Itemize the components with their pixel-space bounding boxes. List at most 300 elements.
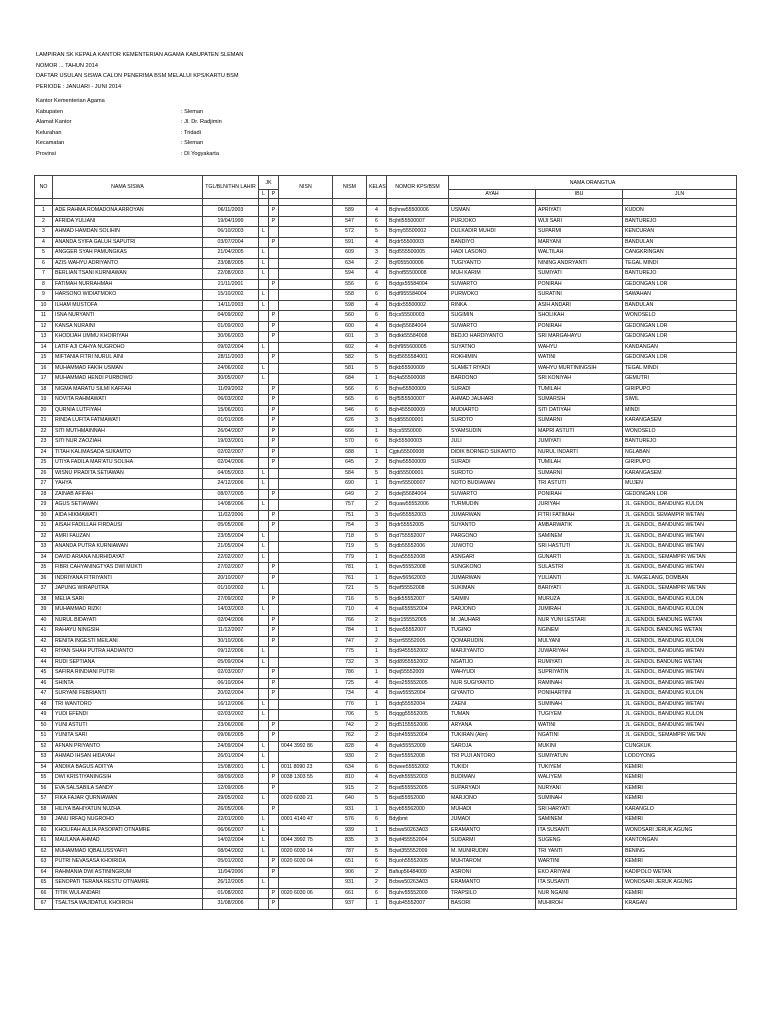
table-cell: ASRONI [449, 867, 536, 878]
table-cell: PONIHARTINI [536, 689, 623, 700]
student-table [34, 175, 737, 910]
table-cell: 931 [333, 878, 367, 889]
table-row [35, 269, 737, 280]
table-cell: 63 [35, 857, 53, 868]
table-cell: MUHAMMAD HENDI PURBOWO [53, 374, 203, 385]
table-cell: Bcjdej55684004 [387, 489, 449, 500]
table-cell [269, 741, 279, 752]
table-cell: 7 [35, 269, 53, 280]
table-cell: LATIF AJI CAHYA NUGROHO [53, 342, 203, 353]
table-cell: JL. GENDOL, BANDUNG KULON [623, 500, 737, 511]
table-cell: L [259, 300, 269, 311]
table-cell: P [269, 458, 279, 469]
table-cell: 19 [35, 395, 53, 406]
table-cell: NUR YUNI LESTARI [536, 615, 623, 626]
table-row [35, 500, 737, 511]
table-cell: L [259, 227, 269, 238]
table-cell: LODOYONG [623, 752, 737, 763]
table-cell: 576 [333, 815, 367, 826]
table-cell: 21/11/2001 [203, 279, 259, 290]
table-cell: 08/07/2005 [203, 489, 259, 500]
table-row [35, 699, 737, 710]
table-cell: JL. GENDOL SEMAMPIR WETAN [623, 510, 737, 521]
table-cell: Bcjdr55500003 [387, 237, 449, 248]
table-cell: JL. GENDOL, BANDUNG WETAN [623, 647, 737, 658]
table-cell: P [269, 206, 279, 217]
table-cell: 1 [367, 447, 387, 458]
table-row [35, 468, 737, 479]
table-cell: JL. GENDOL, SEMAMPIR WETAN [623, 584, 737, 595]
table-cell: Bafiup56484009 [387, 867, 449, 878]
table-cell: ASIH ANDARI [536, 300, 623, 311]
table-row [35, 227, 737, 238]
table-cell: P [269, 384, 279, 395]
table-cell: PARGONO [449, 531, 536, 542]
table-cell [279, 720, 333, 731]
table-cell [279, 731, 333, 742]
table-cell: Bcjsr155552005 [387, 615, 449, 626]
table-cell: JL. GENDOL, SEMAMPIR WETAN [623, 731, 737, 742]
table-cell: L [259, 846, 269, 857]
table-cell [279, 678, 333, 689]
table-cell: HILIYA BAHIYATUN NUZHA [53, 804, 203, 815]
table-cell: 20 [35, 405, 53, 416]
table-cell: 11 [35, 311, 53, 322]
table-cell [279, 363, 333, 374]
table-cell [269, 227, 279, 238]
office-info [36, 96, 222, 160]
table-cell: 32 [35, 531, 53, 542]
table-cell: L [259, 290, 269, 301]
table-cell [259, 867, 269, 878]
table-cell: Bcjsrr55552005 [387, 636, 449, 647]
table-cell: P [269, 216, 279, 227]
table-cell: TITAH KALIMASADA SUKAMTO [53, 447, 203, 458]
table-cell: NOTO BUDIAWAN [449, 479, 536, 490]
table-cell: 666 [333, 426, 367, 437]
table-cell: ADE RAHMA ROMADONA ARROYAN [53, 206, 203, 217]
table-cell [279, 615, 333, 626]
table-cell: RIYAN SHAH PUTRA HADIANTO [53, 647, 203, 658]
table-cell: TITIK WULANDARI [53, 888, 203, 899]
table-cell: Bcjhw55500009 [387, 458, 449, 469]
table-cell: TSALTSA WAJIDATUL KHOIROH [53, 899, 203, 910]
table-cell: AHMAD JAUHARI [449, 395, 536, 406]
table-cell: 6 [35, 258, 53, 269]
table-cell: Bcjdix55500002 [387, 300, 449, 311]
table-cell: JUMARWAN [449, 573, 536, 584]
table-cell: 15/08/2001 [203, 762, 259, 773]
table-cell: 570 [333, 437, 367, 448]
table-row [35, 615, 737, 626]
table-cell: 589 [333, 206, 367, 217]
table-cell: 5 [367, 594, 387, 605]
table-cell: SUDARMI [449, 836, 536, 847]
table-cell: 26 [35, 468, 53, 479]
table-cell: 2 [367, 720, 387, 731]
table-cell: SURDTO [449, 468, 536, 479]
table-cell [269, 762, 279, 773]
col-header-jk: JK [259, 176, 279, 190]
table-cell: TRAPSILO [449, 888, 536, 899]
table-cell: Bcjmy55500002 [387, 227, 449, 238]
table-cell: Bcjhf955600005 [387, 342, 449, 353]
table-cell: 06/03/2002 [203, 395, 259, 406]
table-cell: JL. GENDOL, BANDUNG WETAN [623, 699, 737, 710]
table-cell: P [269, 279, 279, 290]
table-cell: 2 [367, 752, 387, 763]
table-cell: GEDONGAN LOR [623, 353, 737, 364]
table-cell: Bcjf5l55500007 [387, 395, 449, 406]
table-cell: 27/02/2007 [203, 563, 259, 574]
table-cell: 11/12/2007 [203, 626, 259, 637]
table-cell: 51 [35, 731, 53, 742]
table-cell: 22 [35, 426, 53, 437]
table-cell: 39 [35, 605, 53, 616]
table-cell: Bcjwv55552008 [387, 563, 449, 574]
table-cell: Bcbws50263A03 [387, 878, 449, 889]
table-cell: BEDJO HARDIYANTO [449, 332, 536, 343]
table-cell: ASNGARI [449, 552, 536, 563]
table-cell: PURWOKO [449, 290, 536, 301]
table-cell: 50 [35, 720, 53, 731]
table-cell [279, 426, 333, 437]
table-cell: L [259, 752, 269, 763]
table-cell: KANSA NURAINI [53, 321, 203, 332]
table-row [35, 846, 737, 857]
table-row [35, 605, 737, 616]
table-cell: NURYANI [536, 783, 623, 794]
table-cell: 754 [333, 521, 367, 532]
table-cell: M. MUNIRUDIN [449, 846, 536, 857]
table-cell: RAHMANIA DWI ASTININGRUM [53, 867, 203, 878]
table-cell: 6 [367, 290, 387, 301]
table-cell: SRI HASTUTI [536, 542, 623, 553]
table-cell: 1 [367, 825, 387, 836]
table-row [35, 762, 737, 773]
table-cell: BANDIYO [449, 237, 536, 248]
table-cell: 28 [35, 489, 53, 500]
office-field: Kelurahan : Tridadi [36, 129, 201, 136]
table-cell: SUPRIYATIN [536, 668, 623, 679]
table-cell [279, 468, 333, 479]
table-cell: KARANGASEM [623, 468, 737, 479]
table-cell: 661 [333, 888, 367, 899]
table-cell [279, 332, 333, 343]
table-cell: 02/02/2007 [203, 447, 259, 458]
table-cell: 24/06/2002 [203, 363, 259, 374]
col-header-ibu: IBU [536, 190, 623, 199]
table-cell: 19/03/2001 [203, 437, 259, 448]
table-cell: ISNA NURYANTI [53, 311, 203, 322]
table-cell: 4 [35, 237, 53, 248]
table-cell: L [259, 363, 269, 374]
table-cell: 61 [35, 836, 53, 847]
table-cell [269, 468, 279, 479]
table-cell: 45 [35, 668, 53, 679]
table-cell: JAPUNG WIRAPUTRA [53, 584, 203, 595]
table-cell: 5 [35, 248, 53, 259]
table-cell: 34 [35, 552, 53, 563]
table-cell: P [269, 311, 279, 322]
table-cell: Bcjd9455552002 [387, 647, 449, 658]
table-cell: 939 [333, 825, 367, 836]
table-cell: 53 [35, 752, 53, 763]
table-cell: 20/02/2004 [203, 689, 259, 700]
table-cell: 1 [367, 626, 387, 637]
table-cell [279, 752, 333, 763]
table-cell: DULKADIR MUHDI [449, 227, 536, 238]
table-cell [279, 384, 333, 395]
table-cell: 02/04/2006 [203, 458, 259, 469]
table-cell: 581 [333, 363, 367, 374]
table-cell: MUJEN [623, 479, 737, 490]
table-cell: 60 [35, 825, 53, 836]
table-cell: Bcjdkk55584008 [387, 332, 449, 343]
table-cell [259, 216, 269, 227]
table-cell [269, 363, 279, 374]
table-row [35, 405, 737, 416]
table-cell: 556 [333, 279, 367, 290]
table-cell: 716 [333, 594, 367, 605]
table-cell: Cjgtu55500008 [387, 447, 449, 458]
table-cell [279, 237, 333, 248]
col-header-tgl: TGL/BLN/THN LAHIR [203, 176, 259, 199]
table-cell: 1 [367, 479, 387, 490]
table-cell [259, 668, 269, 679]
table-row [35, 342, 737, 353]
table-cell: JL. GENDOL, BANDUNG WETAN [623, 542, 737, 553]
table-cell: Bcjcs5550000 [387, 426, 449, 437]
table-row [35, 321, 737, 332]
table-cell: JL. GENDOL, BANDUNG WETAN [623, 521, 737, 532]
table-cell [259, 563, 269, 574]
table-cell: YAHYA [53, 479, 203, 490]
table-cell [269, 836, 279, 847]
table-row [35, 668, 737, 679]
table-cell [279, 374, 333, 385]
table-cell: MARJIYANTO [449, 647, 536, 658]
table-cell: 4 [367, 689, 387, 700]
table-cell: 18 [35, 384, 53, 395]
table-cell: SUWARTO [449, 321, 536, 332]
header-line: NOMOR ... TAHUN 2014 [36, 62, 98, 69]
table-cell: 17 [35, 374, 53, 385]
table-cell: NURUL INDARTI [536, 447, 623, 458]
table-cell: TUMILAH [536, 384, 623, 395]
table-cell: DWI KRISTIYANINGSIH [53, 773, 203, 784]
table-row [35, 773, 737, 784]
table-cell: AGUS SETIAWAN [53, 500, 203, 511]
table-cell [259, 405, 269, 416]
table-row [35, 279, 737, 290]
table-cell [279, 552, 333, 563]
table-row [35, 374, 737, 385]
table-cell: 02/04/2006 [203, 615, 259, 626]
table-cell: MAULANA AHMAD [53, 836, 203, 847]
table-cell: L [259, 542, 269, 553]
table-cell: HADI LASONO [449, 248, 536, 259]
table-cell: SUMINAH [536, 794, 623, 805]
table-cell: 775 [333, 647, 367, 658]
table-cell: MUHAMMAD RIZKI [53, 605, 203, 616]
table-cell: NGATINI [536, 731, 623, 742]
table-cell: 721 [333, 584, 367, 595]
table-cell: 776 [333, 699, 367, 710]
table-cell: MUHTAROM [449, 857, 536, 868]
table-row [35, 311, 737, 322]
table-cell: TUMAN [449, 710, 536, 721]
table-cell: MULYANI [536, 636, 623, 647]
table-cell: 16 [35, 363, 53, 374]
table-cell: WONOSELO [623, 426, 737, 437]
table-row [35, 836, 737, 847]
table-cell [279, 321, 333, 332]
table-cell: SUPARYADI [449, 783, 536, 794]
table-cell: TUGINO [449, 626, 536, 637]
table-cell: 06/06/2007 [203, 825, 259, 836]
table-cell: 751 [333, 510, 367, 521]
table-body [35, 199, 737, 910]
table-cell: 0020 6030 06 [279, 888, 333, 899]
table-cell: 0044 3992 75 [279, 836, 333, 847]
table-cell [279, 395, 333, 406]
table-cell: SURATINI [536, 290, 623, 301]
table-cell [259, 489, 269, 500]
table-cell: 67 [35, 899, 53, 910]
table-cell: TRI ASTUTI [536, 479, 623, 490]
table-cell: ANGGER SYAH PAMUNGKAS [53, 248, 203, 259]
table-cell [279, 458, 333, 469]
table-cell: 718 [333, 531, 367, 542]
table-cell: JUWOTO [449, 542, 536, 553]
table-cell [279, 636, 333, 647]
table-cell: WALIYEM [536, 773, 623, 784]
table-cell: Bcjhnw55500006 [387, 206, 449, 217]
table-row [35, 510, 737, 521]
table-cell: 24/12/2006 [203, 479, 259, 490]
table-cell: 2 [367, 731, 387, 742]
table-cell: JUMIYATI [536, 437, 623, 448]
table-row [35, 741, 737, 752]
table-cell: KARANGLO [623, 804, 737, 815]
table-cell [279, 489, 333, 500]
table-cell: Bcjsw55552004 [387, 689, 449, 700]
table-cell: Bcjwee55552002 [387, 762, 449, 773]
table-row [35, 867, 737, 878]
table-cell: SAROJA [449, 741, 536, 752]
table-cell: 01/08/2002 [203, 888, 259, 899]
table-cell: JL. GENDOL BANDUNG WETAN [623, 615, 737, 626]
table-cell: 44 [35, 657, 53, 668]
table-cell: P [269, 437, 279, 448]
table-cell: P [269, 773, 279, 784]
table-cell: INDRIYANA FITRIYANTI [53, 573, 203, 584]
table-cell [279, 657, 333, 668]
table-cell: 22/02/2007 [203, 552, 259, 563]
table-cell: 572 [333, 227, 367, 238]
table-cell [259, 899, 269, 910]
table-cell: 41 [35, 626, 53, 637]
table-cell: MUH KARIM [449, 269, 536, 280]
table-cell [269, 500, 279, 511]
table-cell: L [259, 269, 269, 280]
table-cell [269, 584, 279, 595]
table-cell [269, 878, 279, 889]
table-cell: 16/12/2006 [203, 699, 259, 710]
table-cell: 02/03/2007 [203, 668, 259, 679]
table-cell: 4 [367, 237, 387, 248]
table-cell: P [269, 321, 279, 332]
col-header-no: NO [35, 176, 53, 199]
table-cell: 22/01/2000 [203, 815, 259, 826]
table-cell: KADIPOLO WETAN [623, 867, 737, 878]
table-cell: 62 [35, 846, 53, 857]
office-field: Kabupaten : Sleman [36, 108, 204, 115]
table-cell: NUR SUGIYANTO [449, 678, 536, 689]
table-cell [279, 290, 333, 301]
table-cell: P [269, 857, 279, 868]
table-cell: 584 [333, 468, 367, 479]
table-cell: ITA SUSANTI [536, 878, 623, 889]
table-cell: WALTILAH [536, 248, 623, 259]
table-cell: JL. GENDOL, BANDUNG WETAN [623, 720, 737, 731]
table-cell [269, 542, 279, 553]
table-cell: DIDIK BORNEO SUKAMTO [449, 447, 536, 458]
table-cell: 747 [333, 636, 367, 647]
table-cell [259, 416, 269, 427]
table-cell: Bcjvdh55552003 [387, 773, 449, 784]
table-cell: 52 [35, 741, 53, 752]
table-cell: L [259, 605, 269, 616]
table-cell [259, 888, 269, 899]
table-cell: 20/10/2007 [203, 573, 259, 584]
table-cell: TRI WANTORO [53, 699, 203, 710]
table-cell: Bcjhof55500008 [387, 269, 449, 280]
table-cell: PONIRAH [536, 489, 623, 500]
table-cell: 23/06/2006 [203, 720, 259, 731]
table-cell: 24 [35, 447, 53, 458]
table-cell [259, 573, 269, 584]
table-cell: YUNI ASTUTI [53, 720, 203, 731]
table-cell [269, 374, 279, 385]
table-cell: JL. GENDOL, BANDUNG KULON [623, 636, 737, 647]
table-cell: SRI KONIYAH [536, 374, 623, 385]
table-cell: 690 [333, 479, 367, 490]
table-cell: 47 [35, 689, 53, 700]
table-cell: APRIYATI [536, 206, 623, 217]
table-cell: SUMIYATUN [536, 752, 623, 763]
table-row [35, 815, 737, 826]
table-cell: FATIMAH NURRAHMAH [53, 279, 203, 290]
table-cell [279, 605, 333, 616]
table-cell: 01/09/2003 [203, 321, 259, 332]
table-cell: 0020 6030 21 [279, 794, 333, 805]
table-cell: 26/01/2004 [203, 752, 259, 763]
table-cell: 66 [35, 888, 53, 899]
table-row [35, 720, 737, 731]
table-cell: USMAN [449, 206, 536, 217]
table-cell [269, 269, 279, 280]
table-cell: Bcjmr55500007 [387, 479, 449, 490]
table-cell: 706 [333, 710, 367, 721]
table-cell: RAMINAH [536, 678, 623, 689]
table-cell: 33 [35, 542, 53, 553]
table-cell: BERLIAN TSANI KURNIAWAN [53, 269, 203, 280]
table-cell: 3 [367, 248, 387, 259]
table-cell [259, 353, 269, 364]
table-cell: 547 [333, 216, 367, 227]
